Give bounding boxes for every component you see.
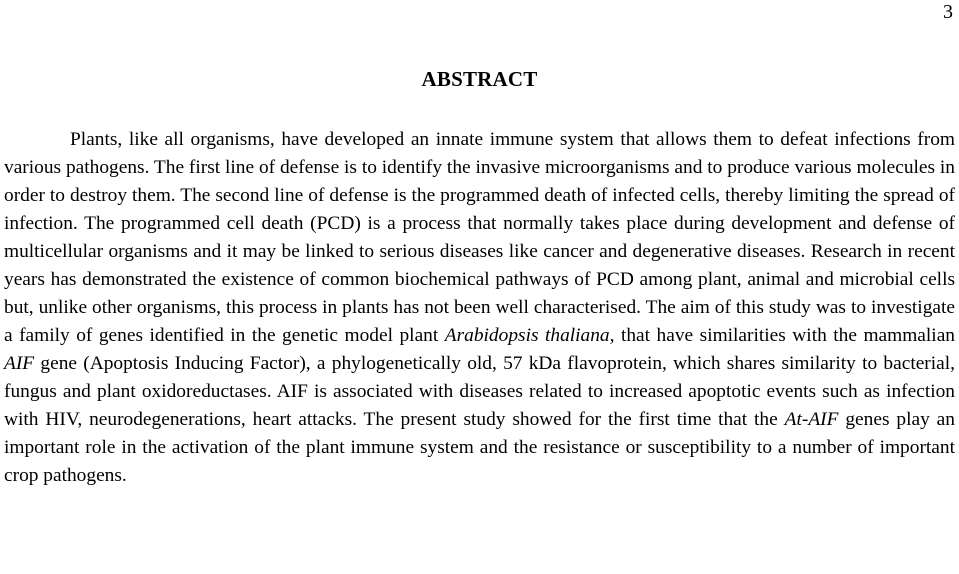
abstract-text-part-3: gene (Apoptosis Inducing Factor), a phylogenetically old, 57 kDa flavoprotein, which shares similarity to bacterial, fungus and plant oxidoreductases. AIF is associated with diseases related to increased apoptotic events such as infection with HIV, neurodegenerations, heart attacks. The present study showed for the first time that the: [4, 353, 955, 430]
gene-name: AIF: [4, 353, 35, 374]
abstract-heading: ABSTRACT: [421, 67, 538, 91]
abstract-body: [4, 126, 955, 490]
gene-family-name: At-AIF: [784, 409, 839, 430]
abstract-text-part-2: that have similarities with the mammalian: [614, 325, 955, 346]
abstract-paragraph: [4, 126, 955, 490]
abstract-text-part-4: genes play an important role in the activation of the plant immune system and the resistance or susceptibility to a number of important crop pathogens.: [4, 409, 955, 486]
page-number: 3: [943, 1, 953, 23]
abstract-text-part-1: Plants, like all organisms, have developed an innate immune system that allows them to defeat infections from various pathogens. The first line of defense is to identify the invasive microorganisms and to produce various molecules in order to destroy them. The second line of defense is the programmed death of infected cells, thereby limiting the spread of infection. The programmed cell death (PCD) is a process that normally takes place during development and defense of multicellular organisms and it may be linked to serious diseases like cancer and degenerative diseases. Research in recent years has demonstrated the existence of common biochemical pathways of PCD among plant, animal and microbial cells but, unlike other organisms, this process in plants has not been well characterised. The aim of this study was to investigate a family of genes identified in the genetic model plant: [4, 129, 955, 346]
species-name: Arabidopsis thaliana,: [444, 325, 615, 346]
